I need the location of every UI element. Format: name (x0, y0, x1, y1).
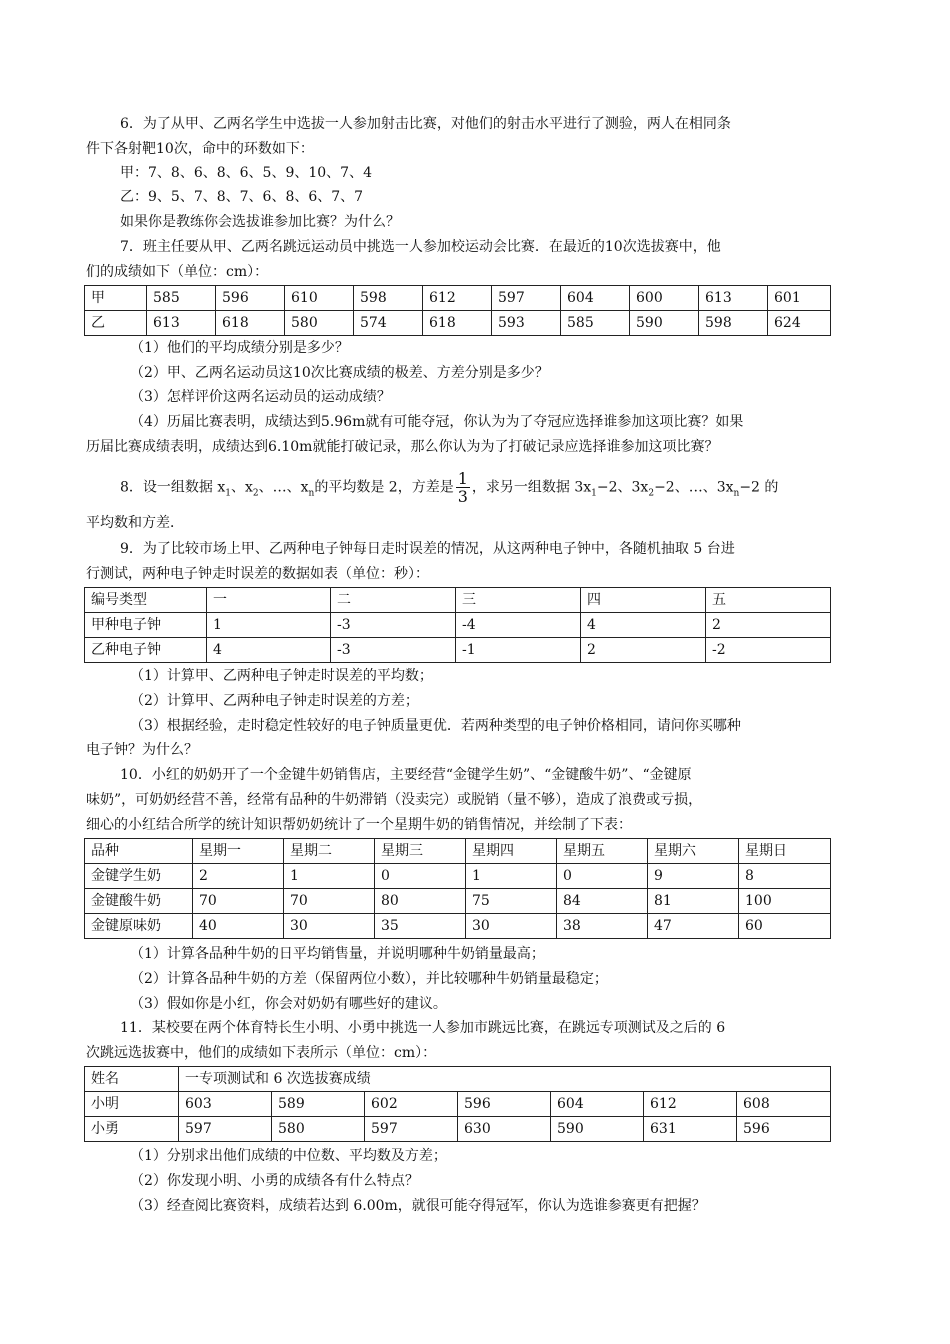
table-cell: 601 (768, 286, 831, 311)
table-cell: 80 (375, 889, 466, 914)
table-cell: 4 (207, 638, 331, 663)
q9-part3a: （3）根据经验，走时稳定性较好的电子钟质量更优．若两种类型的电子钟价格相同，请问你买哪种 (130, 718, 741, 734)
q7-part2: （2）甲、乙两名运动员这10次比赛成绩的极差、方差分别是多少？ (130, 365, 549, 381)
table-cell: 603 (179, 1092, 272, 1117)
table-cell: 585 (561, 311, 630, 336)
table-cell: 二 (331, 588, 456, 613)
table-cell: 612 (644, 1092, 737, 1117)
table-cell: 2 (193, 864, 284, 889)
q6-line2: 件下各射靶10次，命中的环数如下： (86, 141, 314, 157)
q8-text: 8．设一组数据 x (120, 479, 226, 496)
q7-part3: （3）怎样评价这两名运动员的运动成绩？ (130, 389, 391, 405)
q11-table (84, 1066, 831, 1142)
q6-line1: 6．为了从甲、乙两名学生中选拔一人参加射击比赛，对他们的射击水平进行了测验，两人在相同条 (120, 116, 731, 132)
table-cell: 0 (557, 864, 648, 889)
subscript: 2 (252, 488, 259, 499)
q9-table (84, 587, 831, 663)
table-cell: 30 (466, 914, 557, 939)
subscript: n (733, 488, 740, 499)
table-cell: 574 (354, 311, 423, 336)
table-cell: 589 (272, 1092, 365, 1117)
table-row (85, 914, 831, 939)
table-cell: 598 (699, 311, 768, 336)
table-cell: 2 (581, 638, 706, 663)
subscript: 1 (225, 488, 231, 499)
table-cell: 585 (147, 286, 216, 311)
q10-part1: （1）计算各品种牛奶的日平均销售量，并说明哪种牛奶销量最高； (130, 946, 545, 962)
table-cell: 618 (423, 311, 492, 336)
table-cell: 小勇 (85, 1117, 179, 1142)
fraction-one-third (456, 470, 470, 505)
q9-line2: 行测试，两种电子钟走时误差的数据如表（单位：秒）： (86, 566, 429, 582)
table-cell: 60 (739, 914, 831, 939)
table-cell: 81 (648, 889, 739, 914)
table-cell: 三 (456, 588, 581, 613)
q6-jia-scores: 甲：7、8、6、8、6、5、9、10、7、4 (120, 165, 372, 181)
table-cell: -3 (331, 638, 456, 663)
table-row (85, 1092, 831, 1117)
table-cell: 596 (216, 286, 285, 311)
q10-part3: （3）假如你是小红，你会对奶奶有哪些好的建议。 (130, 996, 447, 1012)
q7-line2: 们的成绩如下（单位：cm）： (86, 264, 269, 280)
q9-line1: 9．为了比较市场上甲、乙两种电子钟每日走时误差的情况，从这两种电子钟中，各随机抽取 5 台进 (120, 541, 735, 557)
table-row (85, 864, 831, 889)
q11-part1: （1）分别求出他们成绩的中位数、平均数及方差； (130, 1148, 447, 1164)
table-cell: 604 (551, 1092, 644, 1117)
table-row (85, 286, 831, 311)
table-header-row (85, 1067, 831, 1092)
fraction-numerator: 1 (457, 469, 468, 488)
table-cell: 四 (581, 588, 706, 613)
q11-line1: 11．某校要在两个体育特长生小明、小勇中挑选一人参加市跳远比赛，在跳远专项测试及之后的 6 (120, 1020, 726, 1036)
q8-text: 的平均数是 2，方差是 (314, 479, 454, 496)
q7-part1: （1）他们的平均成绩分别是多少？ (130, 340, 349, 356)
table-cell: 1 (284, 864, 375, 889)
q11-part2: （2）你发现小明、小勇的成绩各有什么特点？ (130, 1173, 419, 1189)
table-header-row (85, 588, 831, 613)
q10-line1: 10．小红的奶奶开了一个金键牛奶销售店，主要经营“金键学生奶”、“金键酸牛奶”、“金键原 (120, 767, 692, 783)
table-cell: 613 (699, 286, 768, 311)
table-cell: 星期五 (557, 839, 648, 864)
table-cell: 甲 (85, 286, 147, 311)
q8-line1 (120, 470, 840, 504)
table-cell: 630 (458, 1117, 551, 1142)
subscript: 2 (648, 488, 655, 499)
table-cell: 597 (179, 1117, 272, 1142)
table-cell: 金键酸牛奶 (85, 889, 193, 914)
table-cell: 30 (284, 914, 375, 939)
table-cell: 星期日 (739, 839, 831, 864)
table-cell: 608 (737, 1092, 831, 1117)
table-cell: 五 (706, 588, 831, 613)
table-cell: 100 (739, 889, 831, 914)
q8-text: 、…、x (258, 479, 309, 496)
table-cell: 602 (365, 1092, 458, 1117)
table-cell: 星期一 (193, 839, 284, 864)
table-cell: 小明 (85, 1092, 179, 1117)
table-cell: 597 (365, 1117, 458, 1142)
table-cell: 47 (648, 914, 739, 939)
table-cell: 星期四 (466, 839, 557, 864)
q9-part2: （2）计算甲、乙两种电子钟走时误差的方差； (130, 693, 419, 709)
table-cell: 姓名 (85, 1067, 179, 1092)
table-cell: 596 (458, 1092, 551, 1117)
q10-line3: 细心的小红结合所学的统计知识帮奶奶统计了一个星期牛奶的销售情况，并绘制了下表： (86, 817, 632, 833)
table-cell: 75 (466, 889, 557, 914)
table-cell: 乙种电子钟 (85, 638, 207, 663)
q8-text: 、x (231, 479, 253, 496)
q6-yi-scores: 乙：9、5、7、8、7、6、8、6、7、7 (120, 189, 364, 205)
q8-text: −2 的 (739, 479, 779, 496)
q6-question: 如果你是教练你会选拔谁参加比赛？为什么？ (120, 214, 400, 230)
table-cell: 624 (768, 311, 831, 336)
table-cell: 星期三 (375, 839, 466, 864)
table-cell: 38 (557, 914, 648, 939)
q8-text: ，求另一组数据 3x (471, 479, 592, 496)
table-cell: 580 (285, 311, 354, 336)
table-cell: 612 (423, 286, 492, 311)
table-cell: 70 (284, 889, 375, 914)
table-cell: 金键原味奶 (85, 914, 193, 939)
table-row (85, 638, 831, 663)
fraction-denominator: 3 (457, 487, 468, 506)
table-cell: 乙 (85, 311, 147, 336)
q8-text: −2、3x (596, 479, 649, 496)
table-cell: 40 (193, 914, 284, 939)
table-cell: -2 (706, 638, 831, 663)
q7-table (84, 285, 831, 336)
q11-part3: （3）经查阅比赛资料，成绩若达到 6.00m，就很可能夺得冠军，你认为选谁参赛更有把握？ (130, 1198, 706, 1214)
subscript: n (308, 488, 315, 499)
table-cell: 一 (207, 588, 331, 613)
q9-part1: （1）计算甲、乙两种电子钟走时误差的平均数； (130, 668, 433, 684)
table-cell: 品种 (85, 839, 193, 864)
table-cell: 596 (737, 1117, 831, 1142)
table-cell: 0 (375, 864, 466, 889)
table-cell: 2 (706, 613, 831, 638)
q10-line2: 味奶”，可奶奶经营不善，经常有品种的牛奶滞销（没卖完）或脱销（量不够），造成了浪费或亏损， (86, 792, 703, 808)
table-row (85, 311, 831, 336)
q9-part3b: 电子钟？为什么？ (86, 742, 198, 758)
q7-part4b: 历届比赛成绩表明，成绩达到6.10m就能打破记录，那么你认为为了打破记录应选择谁参加这项比赛？ (86, 439, 719, 455)
table-cell: 甲种电子钟 (85, 613, 207, 638)
table-cell: 1 (207, 613, 331, 638)
table-cell: 金键学生奶 (85, 864, 193, 889)
table-cell: -1 (456, 638, 581, 663)
table-row (85, 889, 831, 914)
table-cell: 一专项测试和 6 次选拔赛成绩 (179, 1067, 831, 1092)
table-cell: 9 (648, 864, 739, 889)
table-cell: 1 (466, 864, 557, 889)
table-row (85, 1117, 831, 1142)
table-cell: 4 (581, 613, 706, 638)
table-cell: 590 (630, 311, 699, 336)
table-cell: 580 (272, 1117, 365, 1142)
table-cell: 8 (739, 864, 831, 889)
q10-table (84, 838, 831, 939)
q8-text: −2、…、3x (654, 479, 734, 496)
table-cell: 590 (551, 1117, 644, 1142)
table-cell: -3 (331, 613, 456, 638)
table-cell: 600 (630, 286, 699, 311)
table-cell: 星期二 (284, 839, 375, 864)
q11-line2: 次跳远选拔赛中，他们的成绩如下表所示（单位：cm）： (86, 1045, 437, 1061)
table-cell: 618 (216, 311, 285, 336)
subscript: 1 (591, 488, 597, 499)
table-header-row (85, 839, 831, 864)
table-row (85, 613, 831, 638)
q7-line1: 7．班主任要从甲、乙两名跳远运动员中挑选一人参加校运动会比赛．在最近的10次选拔赛中，他 (120, 239, 721, 255)
table-cell: 610 (285, 286, 354, 311)
table-cell: 631 (644, 1117, 737, 1142)
q10-part2: （2）计算各品种牛奶的方差（保留两位小数），并比较哪种牛奶销量最稳定； (130, 971, 608, 987)
table-cell: 35 (375, 914, 466, 939)
table-cell: 70 (193, 889, 284, 914)
table-cell: -4 (456, 613, 581, 638)
table-cell: 星期六 (648, 839, 739, 864)
table-cell: 593 (492, 311, 561, 336)
table-cell: 597 (492, 286, 561, 311)
table-cell: 84 (557, 889, 648, 914)
table-cell: 613 (147, 311, 216, 336)
table-cell: 598 (354, 286, 423, 311)
q7-part4a: （4）历届比赛表明，成绩达到5.96m就有可能夺冠，你认为为了夺冠应选择谁参加这项比赛？如果 (130, 414, 744, 430)
table-cell: 604 (561, 286, 630, 311)
table-cell: 编号类型 (85, 588, 207, 613)
q8-line2: 平均数和方差． (86, 515, 184, 531)
